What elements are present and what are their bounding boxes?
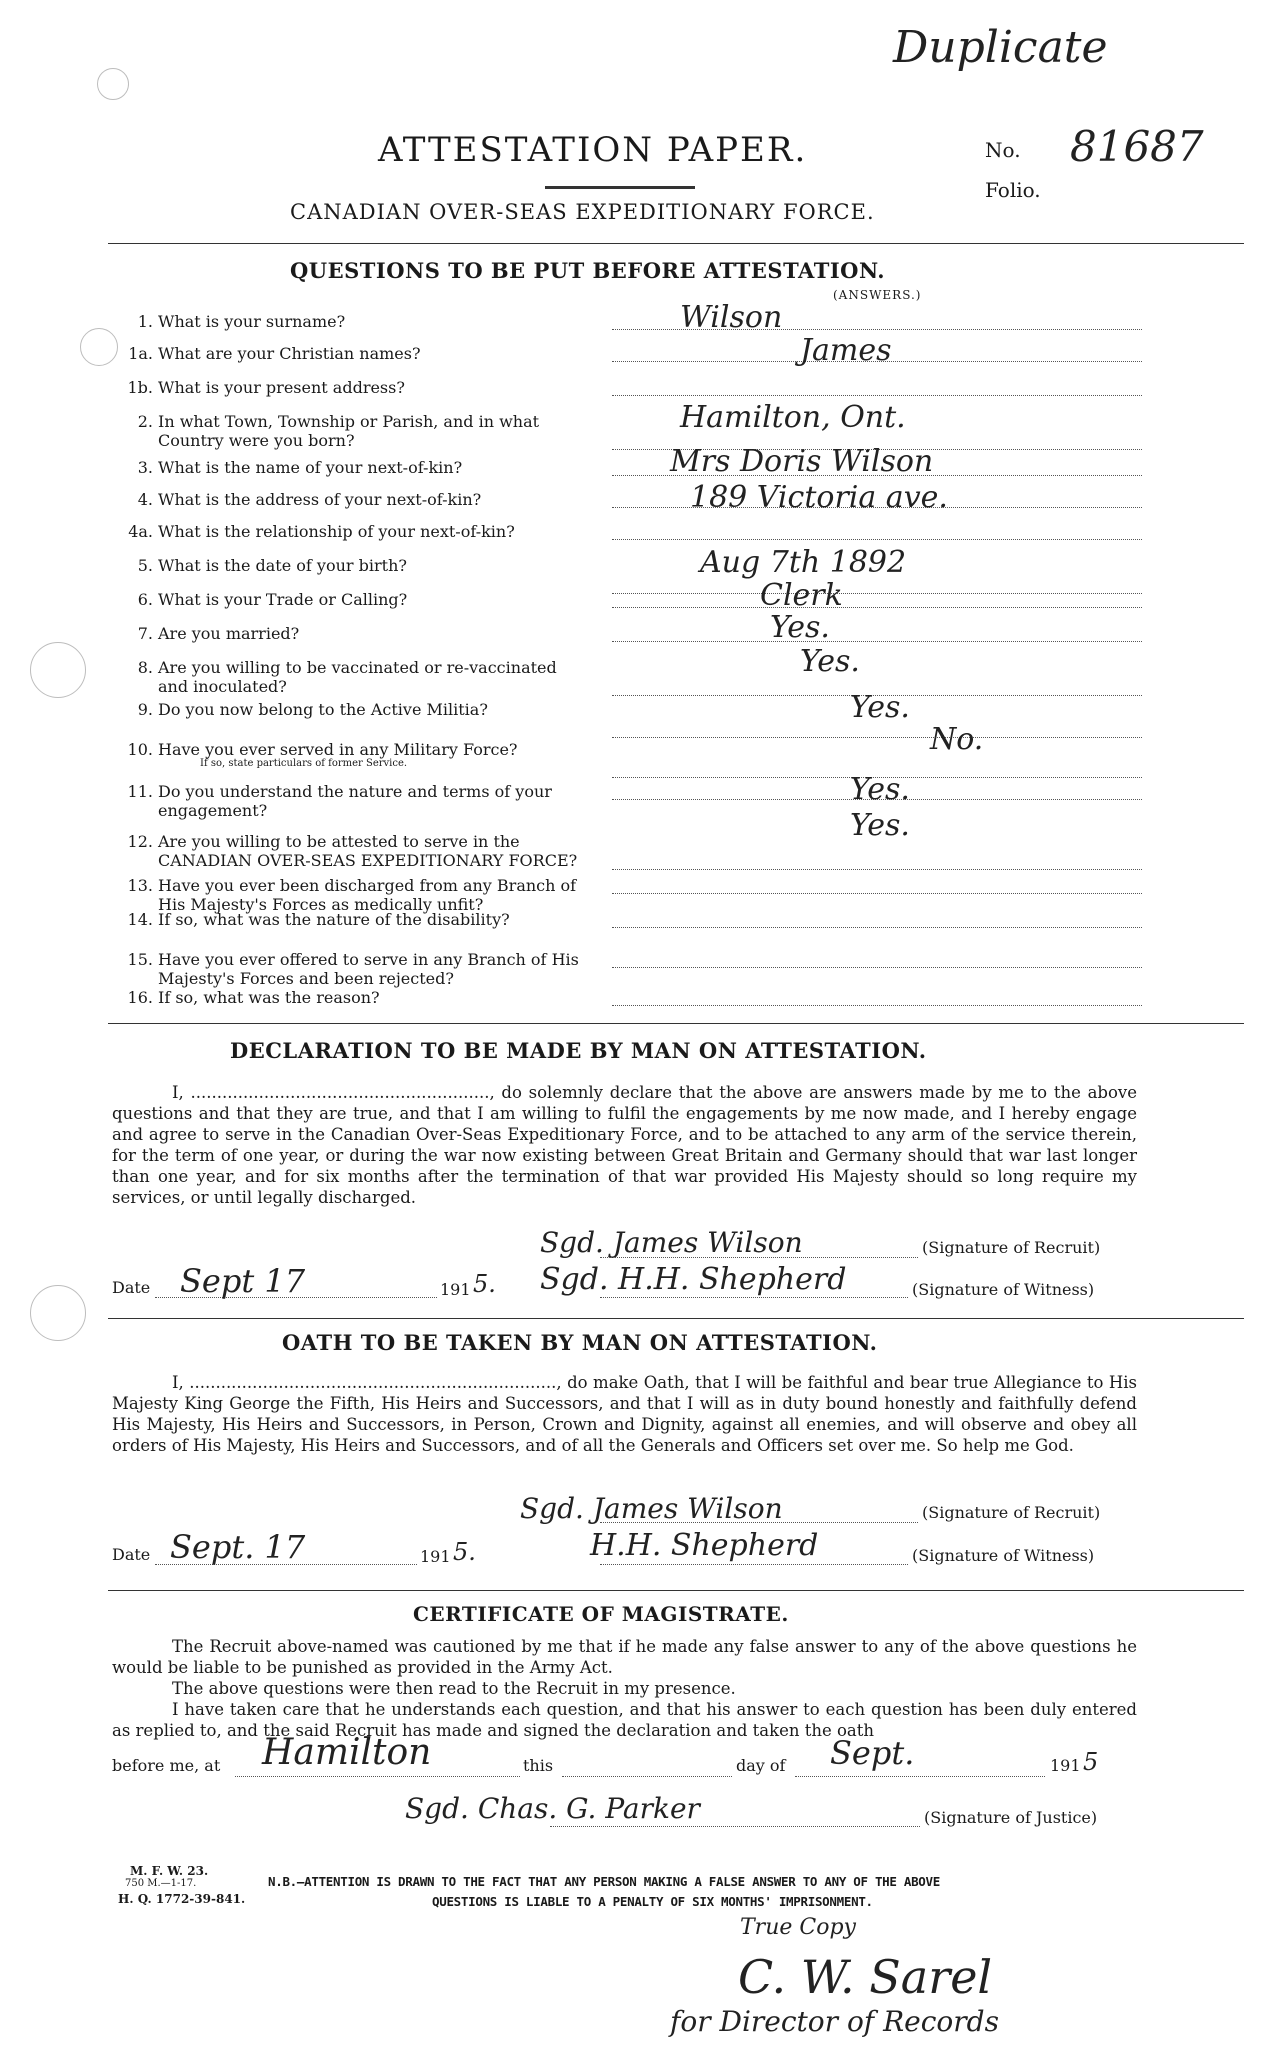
records-title: for Director of Records	[670, 2005, 999, 2038]
answer-line	[612, 927, 1142, 928]
answer-line	[612, 869, 1142, 870]
question-number: 6.	[137, 590, 153, 609]
question-number: 3.	[137, 458, 153, 477]
justice-label: (Signature of Justice)	[924, 1808, 1098, 1827]
place-line	[235, 1776, 520, 1777]
question-number: 5.	[137, 556, 153, 575]
question-text: Have you ever served in any Military Force?	[158, 740, 518, 759]
answer-line	[612, 893, 1142, 894]
answers-label: (ANSWERS.)	[833, 288, 922, 302]
oath-recruit-line	[600, 1522, 918, 1523]
form-code-2: 750 M.—1-17.	[125, 1878, 197, 1889]
question-number: 16.	[127, 988, 153, 1007]
question-number: 4.	[137, 490, 153, 509]
question-text: Do you now belong to the Active Militia?	[158, 700, 488, 719]
magistrate-heading: CERTIFICATE OF MAGISTRATE.	[413, 1602, 789, 1626]
justice-line	[550, 1826, 920, 1827]
day-line	[562, 1776, 732, 1777]
question-number: 10.	[127, 740, 153, 759]
question-number: 4a.	[128, 522, 153, 541]
questions-rule	[108, 1023, 1244, 1024]
question-answer: 189 Victoria ave.	[690, 480, 948, 515]
form-subtitle: CANADIAN OVER-SEAS EXPEDITIONARY FORCE.	[290, 200, 875, 224]
question-text: Are you willing to be vaccinated or re-vaccinated and inoculated?	[158, 658, 557, 696]
oath-heading: OATH TO BE TAKEN BY MAN ON ATTESTATION.	[282, 1330, 878, 1355]
day-of-label: day of	[736, 1756, 786, 1775]
oath-witness-signature: H.H. Shepherd	[590, 1528, 819, 1563]
form-code-3: H. Q. 1772-39-841.	[118, 1892, 246, 1906]
declaration-date-label: Date	[112, 1278, 151, 1297]
oath-witness-line	[600, 1564, 908, 1565]
question-text: Are you married?	[158, 624, 300, 643]
question-answer: Aug 7th 1892	[700, 545, 907, 580]
declaration-year-suffix: 5.	[473, 1270, 496, 1298]
true-copy-note: True Copy	[740, 1915, 856, 1940]
punch-hole	[97, 68, 129, 100]
oath-year-suffix: 5.	[453, 1538, 476, 1566]
magistrate-paragraph-2: The above questions were then read to the Recruit in my presence.	[172, 1679, 736, 1698]
question-text: Have you ever been discharged from any Branch of His Majesty's Forces as medically unfit?	[158, 876, 577, 914]
question-answer: Hamilton, Ont.	[680, 400, 906, 435]
form-code-1: M. F. W. 23.	[130, 1864, 209, 1878]
oath-witness-label: (Signature of Witness)	[912, 1546, 1095, 1565]
folio-label: Folio.	[985, 178, 1041, 202]
question-answer: Clerk	[760, 578, 843, 613]
form-title: ATTESTATION PAPER.	[378, 130, 808, 170]
question-number: 1b.	[127, 378, 153, 397]
question-text: If so, what was the reason?	[158, 988, 380, 1007]
question-answer: Yes.	[850, 690, 910, 725]
question-number: 12.	[127, 832, 153, 851]
question-number: 7.	[137, 624, 153, 643]
month-line	[795, 1776, 1045, 1777]
declaration-year-prefix: 191	[440, 1280, 471, 1299]
question-answer: Wilson	[680, 300, 783, 335]
question-number: 14.	[127, 910, 153, 929]
declaration-witness-signature: Sgd. H.H. Shepherd	[540, 1262, 847, 1297]
question-text: What is the address of your next-of-kin?	[158, 490, 482, 509]
question-answer: Yes.	[770, 610, 830, 645]
answer-line	[612, 641, 1142, 642]
answer-line	[612, 607, 1142, 608]
question-answer: Mrs Doris Wilson	[670, 444, 934, 479]
form-number-value: 81687	[1070, 122, 1204, 171]
magistrate-month: Sept.	[830, 1734, 915, 1772]
question-number: 8.	[137, 658, 153, 677]
question-number: 1.	[137, 312, 153, 331]
answer-line	[612, 737, 1142, 738]
magistrate-year-prefix: 191	[1050, 1756, 1081, 1775]
question-number: 9.	[137, 700, 153, 719]
declaration-recruit-signature: Sgd. James Wilson	[540, 1226, 803, 1259]
question-text: Do you understand the nature and terms of your engagement?	[158, 782, 552, 820]
magistrate-place: Hamilton	[262, 1732, 432, 1773]
question-text: Are you willing to be attested to serve in the CANADIAN OVER-SEAS EXPEDITIONARY FORCE?	[158, 832, 578, 870]
question-text: What is your Trade or Calling?	[158, 590, 408, 609]
declaration-recruit-label: (Signature of Recruit)	[922, 1238, 1101, 1257]
question-answer: James	[800, 333, 892, 368]
title-rule	[545, 186, 695, 189]
question-number: 1a.	[128, 344, 153, 363]
question-answer: Yes.	[850, 808, 910, 843]
declaration-witness-label: (Signature of Witness)	[912, 1280, 1095, 1299]
questions-heading: QUESTIONS TO BE PUT BEFORE ATTESTATION.	[290, 258, 886, 283]
declaration-witness-line	[600, 1297, 908, 1298]
question-text: What is your surname?	[158, 312, 346, 331]
form-number-label: No.	[985, 138, 1021, 162]
question-text: What are your Christian names?	[158, 344, 421, 363]
oath-year-prefix: 191	[420, 1547, 451, 1566]
oath-recruit-signature: Sgd. James Wilson	[520, 1492, 783, 1525]
oath-recruit-label: (Signature of Recruit)	[922, 1503, 1101, 1522]
oath-body: I, ......................................................................, do make Oath, that I will be faithful and bear true Allegiance to His Majesty King George the Fifth, His Heirs and Successors, and that I will as in duty bound honestly and faithfully defend His Majesty, His Heirs and Successors, in Person, Crown and Dignity, against all enemies, and will observe and obey all orders of His Majesty, His Heirs and Successors, and of all the Generals and Officers set over me. So help me God.	[112, 1373, 1137, 1455]
this-label: this	[523, 1756, 554, 1775]
oath-date-label: Date	[112, 1545, 151, 1564]
declaration-heading: DECLARATION TO BE MADE BY MAN ON ATTESTATION.	[230, 1038, 927, 1063]
question-answer: Yes.	[800, 644, 860, 679]
answer-line	[612, 967, 1142, 968]
question-number: 2.	[137, 412, 153, 431]
declaration-date-value: Sept 17	[180, 1262, 306, 1300]
punch-hole	[30, 1285, 86, 1341]
answer-line	[612, 539, 1142, 540]
magistrate-paragraph-3: I have taken care that he understands each question, and that his answer to each question has been duly entered as replied to, and the said Recruit has made and signed the declaration and taken the oath	[112, 1700, 1137, 1740]
duplicate-stamp: Duplicate	[893, 22, 1108, 73]
before-me-label: before me, at	[112, 1756, 221, 1775]
question-number: 13.	[127, 876, 153, 895]
question-text: If so, what was the nature of the disability?	[158, 910, 510, 929]
declaration-recruit-line	[600, 1257, 918, 1258]
answer-line	[612, 593, 1142, 594]
question-note: If so, state particulars of former Service.	[200, 758, 408, 769]
declaration-rule	[108, 1318, 1244, 1319]
question-number: 15.	[127, 950, 153, 969]
declaration-body: I, ........................................................., do solemnly declare that the above are answers made by me to the above questions and that they are true, and that I am willing to fulfil the engagements by me now made, and I hereby engage and agree to serve in the Canadian Over-Seas Expeditionary Force, and to be attached to any arm of the service therein, for the term of one year, or during the war now existing between Great Britain and Germany should that war last longer than one year, and for six months after the termination of that war provided His Majesty should so long require my services, or until legally discharged.	[112, 1083, 1137, 1207]
magistrate-year-suffix: 5	[1083, 1748, 1099, 1776]
question-text: What is your present address?	[158, 378, 405, 397]
question-number: 11.	[127, 782, 153, 801]
answer-line	[612, 1005, 1142, 1006]
punch-hole	[30, 642, 86, 698]
question-text: In what Town, Township or Parish, and in what Country were you born?	[158, 412, 540, 450]
footer-notice-1: N.B.—ATTENTION IS DRAWN TO THE FACT THAT ANY PERSON MAKING A FALSE ANSWER TO ANY OF THE ABOVE	[268, 1874, 940, 1889]
question-text: What is the date of your birth?	[158, 556, 407, 575]
magistrate-paragraph-1: The Recruit above-named was cautioned by me that if he made any false answer to any of the above questions he would be liable to be punished as provided in the Army Act.	[112, 1637, 1137, 1677]
records-signature: C. W. Sarel	[738, 1950, 993, 2004]
answer-line	[612, 395, 1142, 396]
oath-rule	[108, 1590, 1244, 1591]
oath-date-value: Sept. 17	[170, 1528, 306, 1566]
question-answer: No.	[930, 722, 984, 757]
footer-notice-2: QUESTIONS IS LIABLE TO A PENALTY OF SIX MONTHS' IMPRISONMENT.	[432, 1894, 873, 1909]
question-text: What is the name of your next-of-kin?	[158, 458, 463, 477]
question-text: Have you ever offered to serve in any Branch of His Majesty's Forces and been rejected?	[158, 950, 579, 988]
question-answer: Yes.	[850, 772, 910, 807]
header-rule	[108, 243, 1244, 244]
question-text: What is the relationship of your next-of-kin?	[158, 522, 515, 541]
justice-signature: Sgd. Chas. G. Parker	[405, 1792, 700, 1825]
